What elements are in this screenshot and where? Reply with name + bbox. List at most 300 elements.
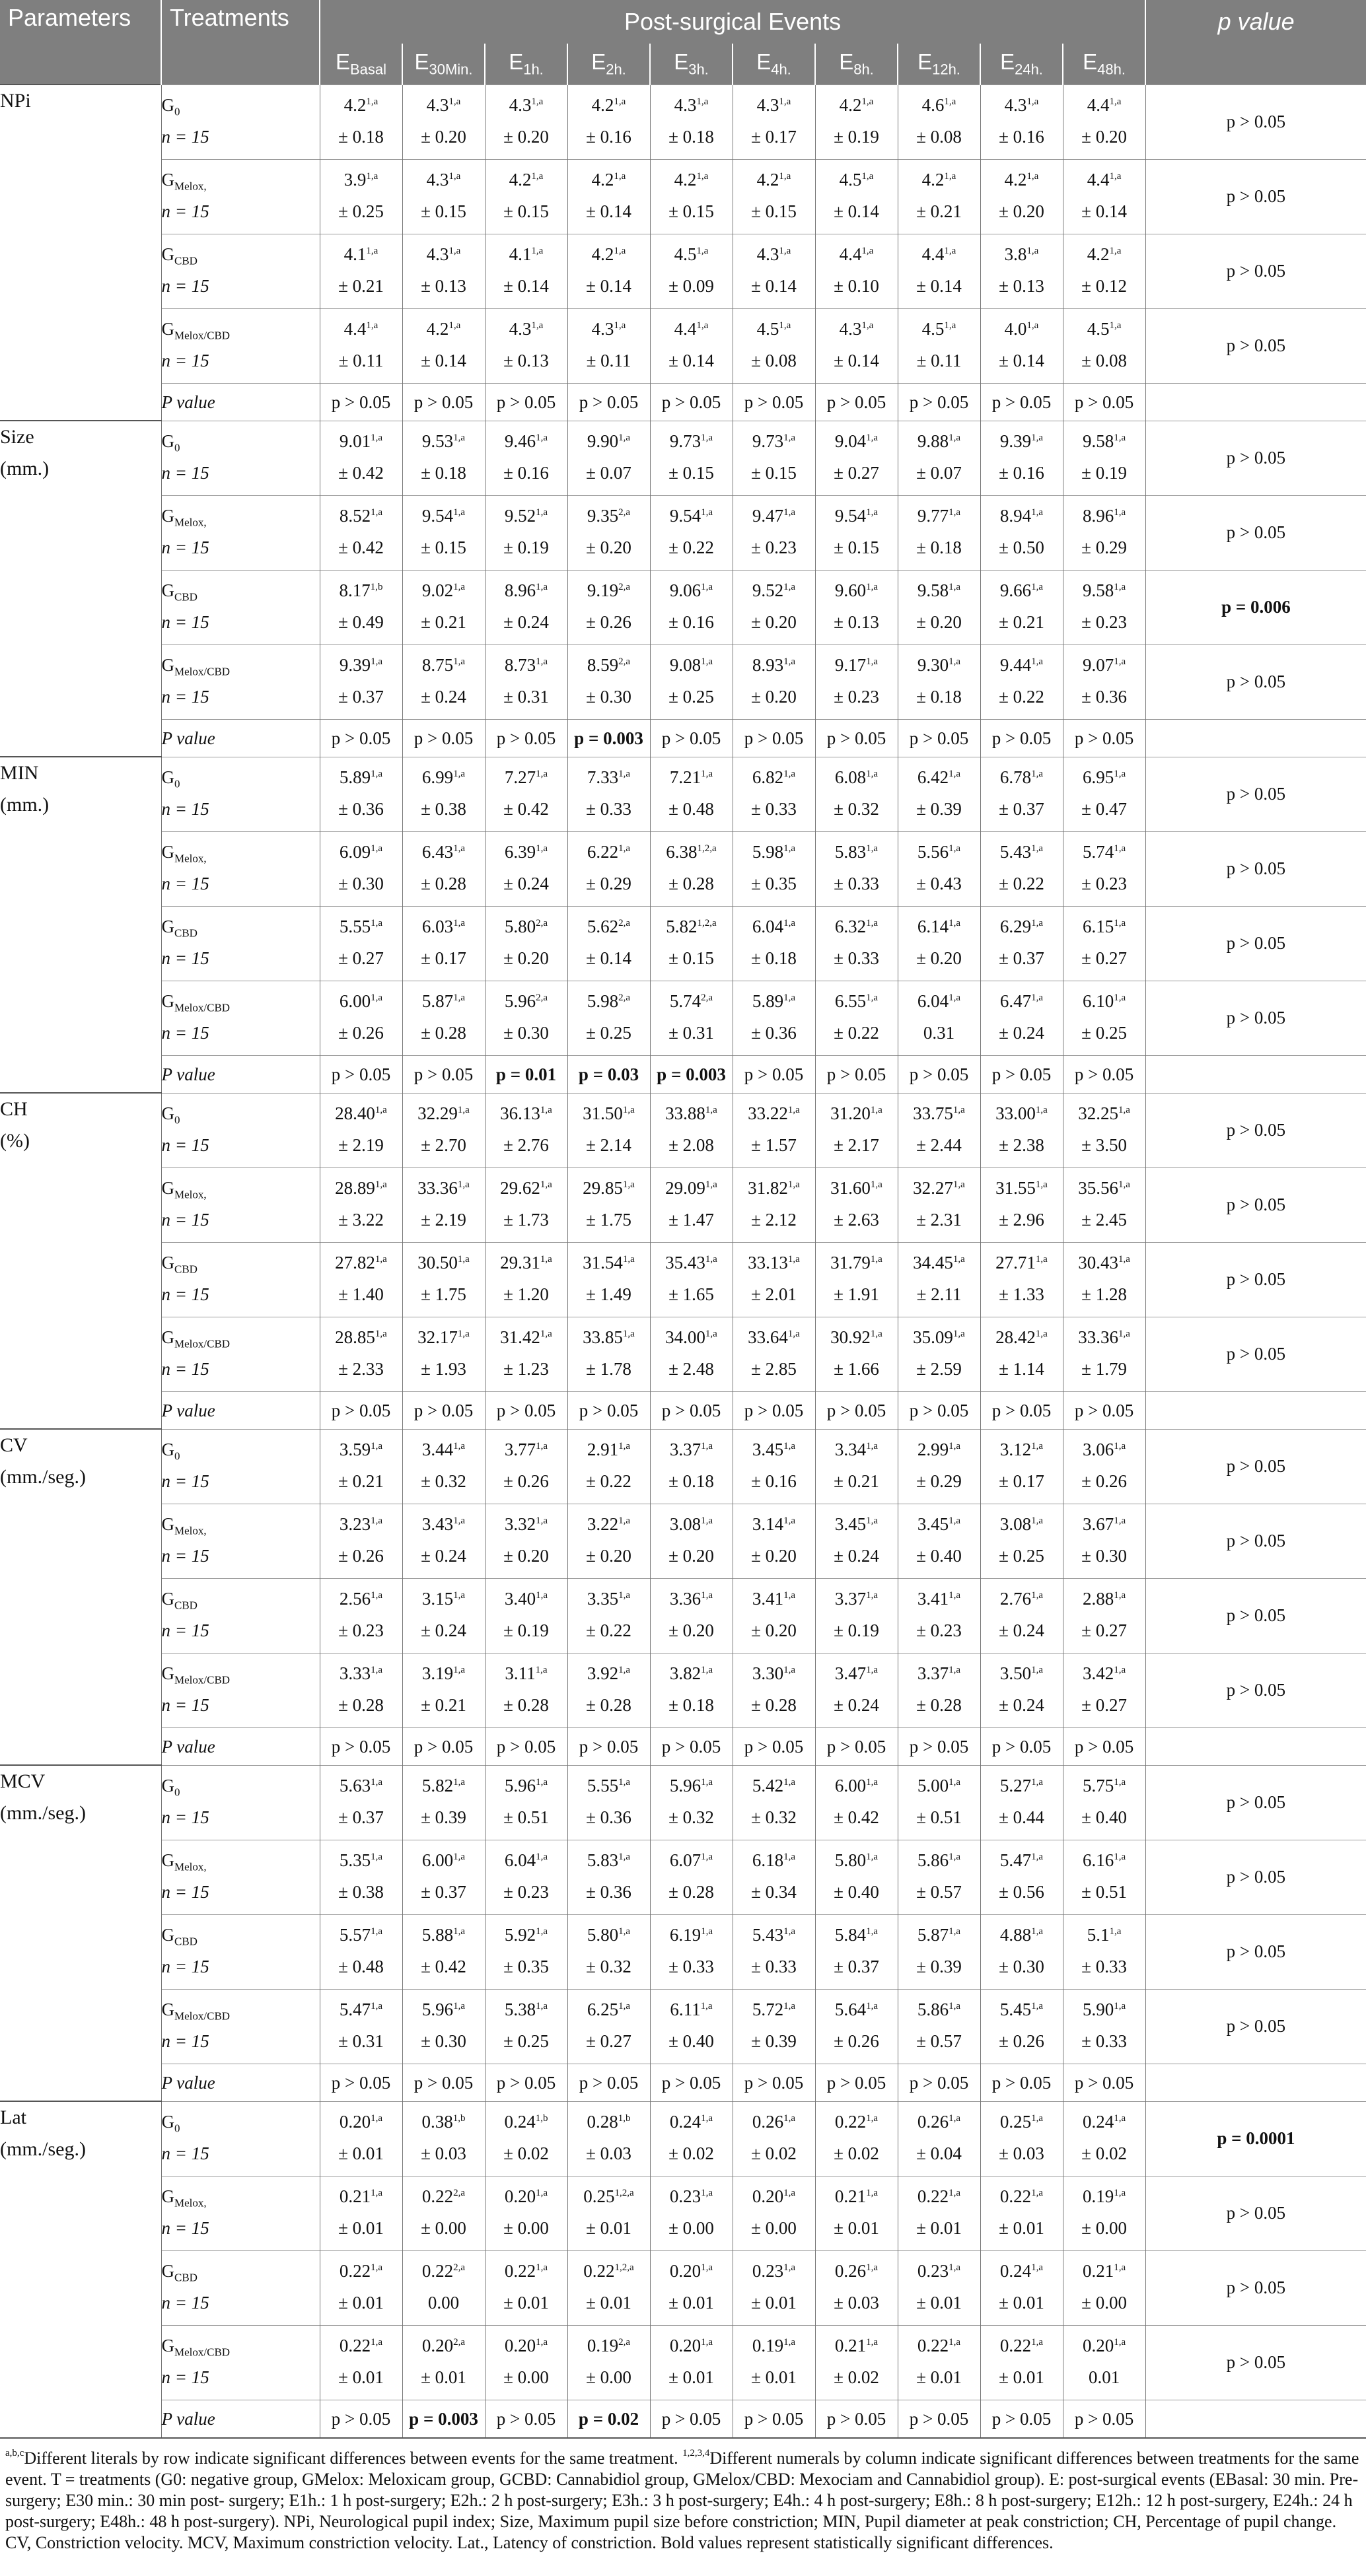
value-cell: $5.96^{1,a}$ ± 0.30 (402, 1989, 485, 2064)
column-p-value: p > 0.05 (898, 1055, 980, 1093)
table-row (0, 1989, 1366, 2064)
row-p-value: p > 0.05 (1145, 831, 1366, 906)
row-p-value: p > 0.05 (1145, 1914, 1366, 1989)
value-cell: $0.21^{1,a}$ ± 0.02 (815, 2325, 898, 2400)
value-cell: $5.27^{1,a}$ ± 0.44 (980, 1765, 1063, 1840)
empty-cell (1145, 2064, 1366, 2101)
value-cell: $3.42^{1,a}$ ± 0.27 (1063, 1653, 1145, 1727)
value-cell: $3.12^{1,a}$ ± 0.17 (980, 1429, 1063, 1504)
value-cell: $29.09^{1,a}$ ± 1.47 (650, 1167, 733, 1242)
column-p-value: p > 0.05 (815, 2064, 898, 2101)
parameter-name: NPi (0, 85, 161, 421)
value-cell: $5.87^{1,a}$ ± 0.39 (898, 1914, 980, 1989)
table-row (0, 906, 1366, 981)
value-cell: $9.07^{1,a}$ ± 0.36 (1063, 644, 1145, 719)
value-cell: $9.06^{1,a}$ ± 0.16 (650, 570, 733, 644)
event-header: $E_{Basal}$ (320, 44, 402, 85)
value-cell: $35.09^{1,a}$ ± 2.59 (898, 1317, 980, 1391)
value-cell: $4.5^{1,a}$ ± 0.14 (815, 159, 898, 234)
column-p-value: p > 0.05 (485, 2064, 567, 2101)
column-p-value: p > 0.05 (402, 2064, 485, 2101)
column-p-value: p > 0.05 (980, 1727, 1063, 1765)
row-p-value: p > 0.05 (1145, 421, 1366, 495)
column-p-value: p > 0.05 (733, 383, 815, 421)
column-p-value: p > 0.05 (733, 719, 815, 757)
table-row (0, 308, 1366, 383)
value-cell: $9.88^{1,a}$ ± 0.07 (898, 421, 980, 495)
value-cell: $9.17^{1,a}$ ± 0.23 (815, 644, 898, 719)
p-value-label: P value (161, 383, 320, 421)
column-p-value: p > 0.05 (320, 719, 402, 757)
table-row (0, 85, 1366, 159)
value-cell: $9.02^{1,a}$ ± 0.21 (402, 570, 485, 644)
p-value-row (0, 719, 1366, 757)
value-cell: $4.2^{1,a}$ ± 0.14 (402, 308, 485, 383)
parameter-name: Size (mm.) (0, 421, 161, 757)
value-cell: $31.55^{1,a}$ ± 2.96 (980, 1167, 1063, 1242)
value-cell: $3.92^{1,a}$ ± 0.28 (567, 1653, 650, 1727)
value-cell: $4.2^{1,a}$ ± 0.16 (567, 85, 650, 159)
treatment-cell: $G_{CBD}$ n = 15 (161, 2250, 320, 2325)
value-cell: $4.1^{1,a}$ ± 0.14 (485, 234, 567, 308)
value-cell: $0.20^{1,a}$ ± 0.00 (485, 2325, 567, 2400)
row-p-value: p = 0.006 (1145, 570, 1366, 644)
column-p-value: p > 0.05 (980, 2400, 1063, 2437)
empty-cell (1145, 1727, 1366, 1765)
p-value-label: P value (161, 2400, 320, 2437)
value-cell: $6.04^{1,a}$ ± 0.18 (733, 906, 815, 981)
treatment-cell: $G_0$ n = 15 (161, 757, 320, 831)
value-cell: $4.4^{1,a}$ ± 0.14 (650, 308, 733, 383)
row-p-value: p > 0.05 (1145, 2250, 1366, 2325)
table-row (0, 757, 1366, 831)
value-cell: $4.3^{1,a}$ ± 0.11 (567, 308, 650, 383)
value-cell: $3.45^{1,a}$ ± 0.24 (815, 1504, 898, 1578)
value-cell: $2.76^{1,a}$ ± 0.24 (980, 1578, 1063, 1653)
value-cell: $0.23^{1,a}$ ± 0.00 (650, 2176, 733, 2250)
parameter-name: CH (%) (0, 1093, 161, 1429)
value-cell: $5.89^{1,a}$ ± 0.36 (320, 757, 402, 831)
treatment-cell: $G_{Melox,}$ n = 15 (161, 831, 320, 906)
table-row (0, 159, 1366, 234)
value-cell: $31.50^{1,a}$ ± 2.14 (567, 1093, 650, 1167)
value-cell: $5.82^{1,a}$ ± 0.39 (402, 1765, 485, 1840)
value-cell: $4.4^{1,a}$ ± 0.11 (320, 308, 402, 383)
row-p-value: p > 0.05 (1145, 757, 1366, 831)
value-cell: $31.54^{1,a}$ ± 1.49 (567, 1242, 650, 1317)
value-cell: $0.22^{1,a}$ ± 0.01 (320, 2325, 402, 2400)
p-value-label: P value (161, 2064, 320, 2101)
value-cell: $33.64^{1,a}$ ± 2.85 (733, 1317, 815, 1391)
empty-cell (1145, 719, 1366, 757)
table-row (0, 1578, 1366, 1653)
value-cell: $3.08^{1,a}$ ± 0.25 (980, 1504, 1063, 1578)
column-p-value: p > 0.05 (1063, 1391, 1145, 1429)
value-cell: $5.75^{1,a}$ ± 0.40 (1063, 1765, 1145, 1840)
value-cell: $4.3^{1,a}$ ± 0.20 (485, 85, 567, 159)
value-cell: 0.22$^{2,a}$ 0.00 (402, 2250, 485, 2325)
column-p-value: p > 0.05 (650, 383, 733, 421)
column-p-value: p > 0.05 (1063, 719, 1145, 757)
value-cell: $3.8^{1,a}$ ± 0.13 (980, 234, 1063, 308)
column-p-value: p = 0.01 (485, 1055, 567, 1093)
row-p-value: p > 0.05 (1145, 1578, 1366, 1653)
column-p-value: p > 0.05 (485, 1727, 567, 1765)
treatment-cell: $G_{Melox,}$ n = 15 (161, 2176, 320, 2250)
value-cell: $5.88^{1,a}$ ± 0.42 (402, 1914, 485, 1989)
value-cell: $33.88^{1,a}$ ± 2.08 (650, 1093, 733, 1167)
value-cell: $35.43^{1,a}$ ± 1.65 (650, 1242, 733, 1317)
value-cell: $5.47^{1,a}$ ± 0.56 (980, 1840, 1063, 1914)
row-p-value: p > 0.05 (1145, 1317, 1366, 1391)
value-cell: $4.2^{1,a}$ ± 0.15 (733, 159, 815, 234)
value-cell: $9.19^{2,a}$ ± 0.26 (567, 570, 650, 644)
value-cell: $4.3^{1,a}$ ± 0.20 (402, 85, 485, 159)
value-cell: $4.3^{1,a}$ ± 0.14 (815, 308, 898, 383)
column-p-value: p > 0.05 (402, 1391, 485, 1429)
value-cell: $5.74^{1,a}$ ± 0.23 (1063, 831, 1145, 906)
value-cell: $9.54^{1,a}$ ± 0.22 (650, 495, 733, 570)
treatment-cell: $G_{Melox,}$ n = 15 (161, 159, 320, 234)
column-p-value: p > 0.05 (650, 719, 733, 757)
value-cell: $6.82^{1,a}$ ± 0.33 (733, 757, 815, 831)
column-p-value: p > 0.05 (402, 1055, 485, 1093)
event-header: $E_{24h.}$ (980, 44, 1063, 85)
value-cell: $5.62^{2,a}$ ± 0.14 (567, 906, 650, 981)
value-cell: $2.88^{1,a}$ ± 0.27 (1063, 1578, 1145, 1653)
header-post-surgical-events: Post-surgical Events (320, 0, 1145, 44)
table-footnote: $^{a,b,c}$Different literals by row indicate significant differences between events for the same treatment. $^{1,2,3,4}$Different numerals by column indicate significant differences between treatments for the same event. T = treatments (G0: negative group, GMelox: Meloxicam group, GCBD: Cannabidiol group, GMelox/CBD: Mexociam and Cannabidiol group). E: post-surgical events (EBasal: 30 min. Pre-surgery; E30 min.: 30 min post- surgery; E1h.: 1 h post-surgery; E2h.: 2 h post-surgery; E3h.: 3 h post-surgery; E4h.: 4 h post-surgery; E8h.: 8 h post-surgery; E12h.: 12 h post-surgery, E24h.: 24 h post-surgery; E48h.: 48 h post-surgery). NPi, Neurological pupil index; Size, Maximum pupil size before constriction; MIN, Pupil diameter at peak constriction; CH, Percentage of pupil change. CV, Constriction velocity. MCV, Maximum constriction velocity. Lat., Latency of constriction. Bold values represent statistically significant differences. (0, 2437, 1366, 2554)
value-cell: $6.95^{1,a}$ ± 0.47 (1063, 757, 1145, 831)
table-row (0, 1914, 1366, 1989)
value-cell: $3.37^{1,a}$ ± 0.28 (898, 1653, 980, 1727)
column-p-value: p = 0.02 (567, 2400, 650, 2437)
p-value-row (0, 2064, 1366, 2101)
treatment-cell: $G_{Melox/CBD}$ n = 15 (161, 2325, 320, 2400)
value-cell: $30.43^{1,a}$ ± 1.28 (1063, 1242, 1145, 1317)
value-cell: $5.35^{1,a}$ ± 0.38 (320, 1840, 402, 1914)
value-cell: $4.2^{1,a}$ ± 0.14 (567, 234, 650, 308)
value-cell: $4.5^{1,a}$ ± 0.08 (733, 308, 815, 383)
value-cell: $4.6^{1,a}$ ± 0.08 (898, 85, 980, 159)
column-p-value: p > 0.05 (815, 383, 898, 421)
value-cell: $5.87^{1,a}$ ± 0.28 (402, 981, 485, 1055)
value-cell: $0.38^{1,b}$ ± 0.03 (402, 2101, 485, 2176)
value-cell: $28.85^{1,a}$ ± 2.33 (320, 1317, 402, 1391)
value-cell: $4.5^{1,a}$ ± 0.09 (650, 234, 733, 308)
value-cell: $6.43^{1,a}$ ± 0.28 (402, 831, 485, 906)
value-cell: $4.1^{1,a}$ ± 0.21 (320, 234, 402, 308)
treatment-cell: $G_0$ n = 15 (161, 85, 320, 159)
value-cell: $6.19^{1,a}$ ± 0.33 (650, 1914, 733, 1989)
value-cell: $6.29^{1,a}$ ± 0.37 (980, 906, 1063, 981)
event-header: $E_{2h.}$ (567, 44, 650, 85)
value-cell: $3.14^{1,a}$ ± 0.20 (733, 1504, 815, 1578)
column-p-value: p > 0.05 (898, 383, 980, 421)
value-cell: $4.88^{1,a}$ ± 0.30 (980, 1914, 1063, 1989)
value-cell: $5.80^{1,a}$ ± 0.40 (815, 1840, 898, 1914)
event-header: $E_{1h.}$ (485, 44, 567, 85)
table-row (0, 644, 1366, 719)
row-p-value: p > 0.05 (1145, 159, 1366, 234)
value-cell: $32.27^{1,a}$ ± 2.31 (898, 1167, 980, 1242)
column-p-value: p > 0.05 (320, 1727, 402, 1765)
value-cell: $6.07^{1,a}$ ± 0.28 (650, 1840, 733, 1914)
value-cell: $8.93^{1,a}$ ± 0.20 (733, 644, 815, 719)
p-value-row (0, 383, 1366, 421)
value-cell: $9.52^{1,a}$ ± 0.19 (485, 495, 567, 570)
table-row (0, 2176, 1366, 2250)
value-cell: $0.20^{1,a}$ ± 0.01 (650, 2325, 733, 2400)
value-cell: $5.43^{1,a}$ ± 0.22 (980, 831, 1063, 906)
column-p-value: p > 0.05 (733, 1391, 815, 1429)
value-cell: $7.21^{1,a}$ ± 0.48 (650, 757, 733, 831)
treatment-cell: $G_{CBD}$ n = 15 (161, 1242, 320, 1317)
value-cell: $0.24^{1,a}$ ± 0.01 (980, 2250, 1063, 2325)
value-cell: $3.9^{1,a}$ ± 0.25 (320, 159, 402, 234)
row-p-value: p > 0.05 (1145, 644, 1366, 719)
value-cell: $5.84^{1,a}$ ± 0.37 (815, 1914, 898, 1989)
value-cell: $28.89^{1,a}$ ± 3.22 (320, 1167, 402, 1242)
value-cell: $35.56^{1,a}$ ± 2.45 (1063, 1167, 1145, 1242)
value-cell: $0.22^{1,a}$ ± 0.02 (815, 2101, 898, 2176)
row-p-value: p > 0.05 (1145, 1167, 1366, 1242)
value-cell: $3.32^{1,a}$ ± 0.20 (485, 1504, 567, 1578)
value-cell: $8.94^{1,a}$ ± 0.50 (980, 495, 1063, 570)
value-cell: $4.3^{1,a}$ ± 0.13 (402, 234, 485, 308)
value-cell: $6.11^{1,a}$ ± 0.40 (650, 1989, 733, 2064)
value-cell: $0.23^{1,a}$ ± 0.01 (898, 2250, 980, 2325)
value-cell: $5.82^{1,2,a}$ ± 0.15 (650, 906, 733, 981)
value-cell: $6.18^{1,a}$ ± 0.34 (733, 1840, 815, 1914)
value-cell: $3.37^{1,a}$ ± 0.18 (650, 1429, 733, 1504)
value-cell: $6.55^{1,a}$ ± 0.22 (815, 981, 898, 1055)
column-p-value: p = 0.003 (650, 1055, 733, 1093)
value-cell: $0.22^{1,a}$ ± 0.01 (898, 2325, 980, 2400)
header-p-value-spacer (1145, 44, 1366, 85)
table-row (0, 1317, 1366, 1391)
value-cell: $9.73^{1,a}$ ± 0.15 (733, 421, 815, 495)
value-cell: $0.22^{2,a}$ ± 0.00 (402, 2176, 485, 2250)
treatment-cell: $G_{Melox/CBD}$ n = 15 (161, 308, 320, 383)
value-cell: $32.25^{1,a}$ ± 3.50 (1063, 1093, 1145, 1167)
column-p-value: p > 0.05 (898, 2064, 980, 2101)
table-row (0, 1653, 1366, 1727)
value-cell: $5.80^{1,a}$ ± 0.32 (567, 1914, 650, 1989)
value-cell: $9.01^{1,a}$ ± 0.42 (320, 421, 402, 495)
column-p-value: p > 0.05 (898, 2400, 980, 2437)
value-cell: $9.58^{1,a}$ ± 0.19 (1063, 421, 1145, 495)
row-p-value: p > 0.05 (1145, 85, 1366, 159)
value-cell: $9.44^{1,a}$ ± 0.22 (980, 644, 1063, 719)
value-cell: $2.56^{1,a}$ ± 0.23 (320, 1578, 402, 1653)
value-cell: $3.44^{1,a}$ ± 0.32 (402, 1429, 485, 1504)
column-p-value: p > 0.05 (567, 1391, 650, 1429)
value-cell: $3.45^{1,a}$ ± 0.16 (733, 1429, 815, 1504)
value-cell: $0.22^{1,2,a}$ ± 0.01 (567, 2250, 650, 2325)
value-cell: $5.89^{1,a}$ ± 0.36 (733, 981, 815, 1055)
column-p-value: p > 0.05 (567, 383, 650, 421)
value-cell: $4.3^{1,a}$ ± 0.17 (733, 85, 815, 159)
event-header: $E_{4h.}$ (733, 44, 815, 85)
value-cell: $9.90^{1,a}$ ± 0.07 (567, 421, 650, 495)
value-cell: $3.45^{1,a}$ ± 0.40 (898, 1504, 980, 1578)
value-cell: $29.31^{1,a}$ ± 1.20 (485, 1242, 567, 1317)
value-cell: $5.86^{1,a}$ ± 0.57 (898, 1989, 980, 2064)
value-cell: $8.17^{1,b}$ ± 0.49 (320, 570, 402, 644)
value-cell: $0.26^{1,a}$ ± 0.02 (733, 2101, 815, 2176)
value-cell: $0.20^{1,a}$ ± 0.00 (485, 2176, 567, 2250)
value-cell: $2.91^{1,a}$ ± 0.22 (567, 1429, 650, 1504)
value-cell: $27.71^{1,a}$ ± 1.33 (980, 1242, 1063, 1317)
value-cell: $6.25^{1,a}$ ± 0.27 (567, 1989, 650, 2064)
value-cell: $0.23^{1,a}$ ± 0.01 (733, 2250, 815, 2325)
value-cell: $3.37^{1,a}$ ± 0.19 (815, 1578, 898, 1653)
value-cell: $9.35^{2,a}$ ± 0.20 (567, 495, 650, 570)
column-p-value: p > 0.05 (980, 1055, 1063, 1093)
value-cell: $5.96^{1,a}$ ± 0.32 (650, 1765, 733, 1840)
column-p-value: p > 0.05 (815, 1391, 898, 1429)
p-value-row (0, 1055, 1366, 1093)
column-p-value: p > 0.05 (320, 2400, 402, 2437)
value-cell: $4.0^{1,a}$ ± 0.14 (980, 308, 1063, 383)
value-cell: $9.54^{1,a}$ ± 0.15 (815, 495, 898, 570)
value-cell: $3.19^{1,a}$ ± 0.21 (402, 1653, 485, 1727)
treatment-cell: $G_{Melox/CBD}$ n = 15 (161, 1989, 320, 2064)
p-value-row (0, 2400, 1366, 2437)
value-cell: $0.20^{1,a}$ ± 0.00 (733, 2176, 815, 2250)
treatment-cell: $G_{CBD}$ n = 15 (161, 1914, 320, 1989)
value-cell: $9.39^{1,a}$ ± 0.16 (980, 421, 1063, 495)
column-p-value: p > 0.05 (815, 1727, 898, 1765)
value-cell: $5.55^{1,a}$ ± 0.27 (320, 906, 402, 981)
column-p-value: p = 0.003 (402, 2400, 485, 2437)
value-cell: $6.15^{1,a}$ ± 0.27 (1063, 906, 1145, 981)
value-cell: $6.78^{1,a}$ ± 0.37 (980, 757, 1063, 831)
value-cell: $5.96^{1,a}$ ± 0.51 (485, 1765, 567, 1840)
value-cell: $4.5^{1,a}$ ± 0.11 (898, 308, 980, 383)
value-cell: $0.20^{1,a}$ ± 0.01 (650, 2250, 733, 2325)
column-p-value: p > 0.05 (1063, 1055, 1145, 1093)
column-p-value: p > 0.05 (1063, 383, 1145, 421)
p-value-label: P value (161, 1727, 320, 1765)
value-cell: $4.2^{1,a}$ ± 0.14 (567, 159, 650, 234)
value-cell: $7.33^{1,a}$ ± 0.33 (567, 757, 650, 831)
value-cell: $0.26^{1,a}$ ± 0.04 (898, 2101, 980, 2176)
column-p-value: p > 0.05 (485, 719, 567, 757)
event-header: $E_{48h.}$ (1063, 44, 1145, 85)
value-cell: $3.33^{1,a}$ ± 0.28 (320, 1653, 402, 1727)
value-cell: 6.04$^{1,a}$ 0.31 (898, 981, 980, 1055)
value-cell: $5.38^{1,a}$ ± 0.25 (485, 1989, 567, 2064)
empty-cell (1145, 2400, 1366, 2437)
value-cell: $32.17^{1,a}$ ± 1.93 (402, 1317, 485, 1391)
value-cell: $32.29^{1,a}$ ± 2.70 (402, 1093, 485, 1167)
value-cell: $4.4^{1,a}$ ± 0.14 (1063, 159, 1145, 234)
row-p-value: p > 0.05 (1145, 1242, 1366, 1317)
value-cell: $6.38^{1,2,a}$ ± 0.28 (650, 831, 733, 906)
value-cell: $3.47^{1,a}$ ± 0.24 (815, 1653, 898, 1727)
table-row (0, 1242, 1366, 1317)
value-cell: $36.13^{1,a}$ ± 2.76 (485, 1093, 567, 1167)
column-p-value: p = 0.03 (567, 1055, 650, 1093)
value-cell: $9.73^{1,a}$ ± 0.15 (650, 421, 733, 495)
value-cell: $6.09^{1,a}$ ± 0.30 (320, 831, 402, 906)
row-p-value: p > 0.05 (1145, 1093, 1366, 1167)
row-p-value: p > 0.05 (1145, 1653, 1366, 1727)
value-cell: $5.80^{2,a}$ ± 0.20 (485, 906, 567, 981)
value-cell: $5.55^{1,a}$ ± 0.36 (567, 1765, 650, 1840)
value-cell: $33.36^{1,a}$ ± 2.19 (402, 1167, 485, 1242)
value-cell: $9.77^{1,a}$ ± 0.18 (898, 495, 980, 570)
value-cell: $9.39^{1,a}$ ± 0.37 (320, 644, 402, 719)
p-value-label: P value (161, 719, 320, 757)
column-p-value: p > 0.05 (815, 719, 898, 757)
value-cell: $33.22^{1,a}$ ± 1.57 (733, 1093, 815, 1167)
value-cell: $8.59^{2,a}$ ± 0.30 (567, 644, 650, 719)
treatment-cell: $G_{CBD}$ n = 15 (161, 1578, 320, 1653)
column-p-value: p > 0.05 (1063, 1727, 1145, 1765)
value-cell: $3.59^{1,a}$ ± 0.21 (320, 1429, 402, 1504)
value-cell: $29.85^{1,a}$ ± 1.75 (567, 1167, 650, 1242)
table-row (0, 831, 1366, 906)
value-cell: $9.08^{1,a}$ ± 0.25 (650, 644, 733, 719)
value-cell: $6.00^{1,a}$ ± 0.26 (320, 981, 402, 1055)
treatment-cell: $G_0$ n = 15 (161, 421, 320, 495)
value-cell: $6.00^{1,a}$ ± 0.37 (402, 1840, 485, 1914)
value-cell: $4.3^{1,a}$ ± 0.16 (980, 85, 1063, 159)
column-p-value: p > 0.05 (733, 2400, 815, 2437)
column-p-value: p > 0.05 (650, 1727, 733, 1765)
column-p-value: p > 0.05 (485, 1391, 567, 1429)
column-p-value: p > 0.05 (567, 1727, 650, 1765)
value-cell: $3.82^{1,a}$ ± 0.18 (650, 1653, 733, 1727)
value-cell: $0.21^{1,a}$ ± 0.00 (1063, 2250, 1145, 2325)
p-value-row (0, 1391, 1366, 1429)
treatment-cell: $G_{CBD}$ n = 15 (161, 234, 320, 308)
value-cell: $4.5^{1,a}$ ± 0.08 (1063, 308, 1145, 383)
value-cell: $4.3^{1,a}$ ± 0.18 (650, 85, 733, 159)
value-cell: $33.36^{1,a}$ ± 1.79 (1063, 1317, 1145, 1391)
value-cell: $5.47^{1,a}$ ± 0.31 (320, 1989, 402, 2064)
event-header: $E_{12h.}$ (898, 44, 980, 85)
value-cell: $0.19^{1,a}$ ± 0.00 (1063, 2176, 1145, 2250)
p-value-row (0, 1727, 1366, 1765)
table-row (0, 495, 1366, 570)
value-cell: $9.52^{1,a}$ ± 0.20 (733, 570, 815, 644)
treatment-cell: $G_{Melox,}$ n = 15 (161, 1840, 320, 1914)
value-cell: $3.77^{1,a}$ ± 0.26 (485, 1429, 567, 1504)
value-cell: $31.60^{1,a}$ ± 2.63 (815, 1167, 898, 1242)
value-cell: $6.22^{1,a}$ ± 0.29 (567, 831, 650, 906)
value-cell: $9.04^{1,a}$ ± 0.27 (815, 421, 898, 495)
column-p-value: p > 0.05 (567, 2064, 650, 2101)
value-cell: $4.4^{1,a}$ ± 0.10 (815, 234, 898, 308)
value-cell: $3.40^{1,a}$ ± 0.19 (485, 1578, 567, 1653)
header-treatments: Treatments (161, 0, 320, 85)
value-cell: $29.62^{1,a}$ ± 1.73 (485, 1167, 567, 1242)
table-row (0, 1765, 1366, 1840)
row-p-value: p > 0.05 (1145, 1429, 1366, 1504)
column-p-value: p > 0.05 (815, 2400, 898, 2437)
empty-cell (1145, 1055, 1366, 1093)
column-p-value: p > 0.05 (320, 2064, 402, 2101)
value-cell: $8.96^{1,a}$ ± 0.29 (1063, 495, 1145, 570)
value-cell: $5.90^{1,a}$ ± 0.33 (1063, 1989, 1145, 2064)
table-row (0, 2250, 1366, 2325)
value-cell: $5.83^{1,a}$ ± 0.36 (567, 1840, 650, 1914)
value-cell: $6.16^{1,a}$ ± 0.51 (1063, 1840, 1145, 1914)
